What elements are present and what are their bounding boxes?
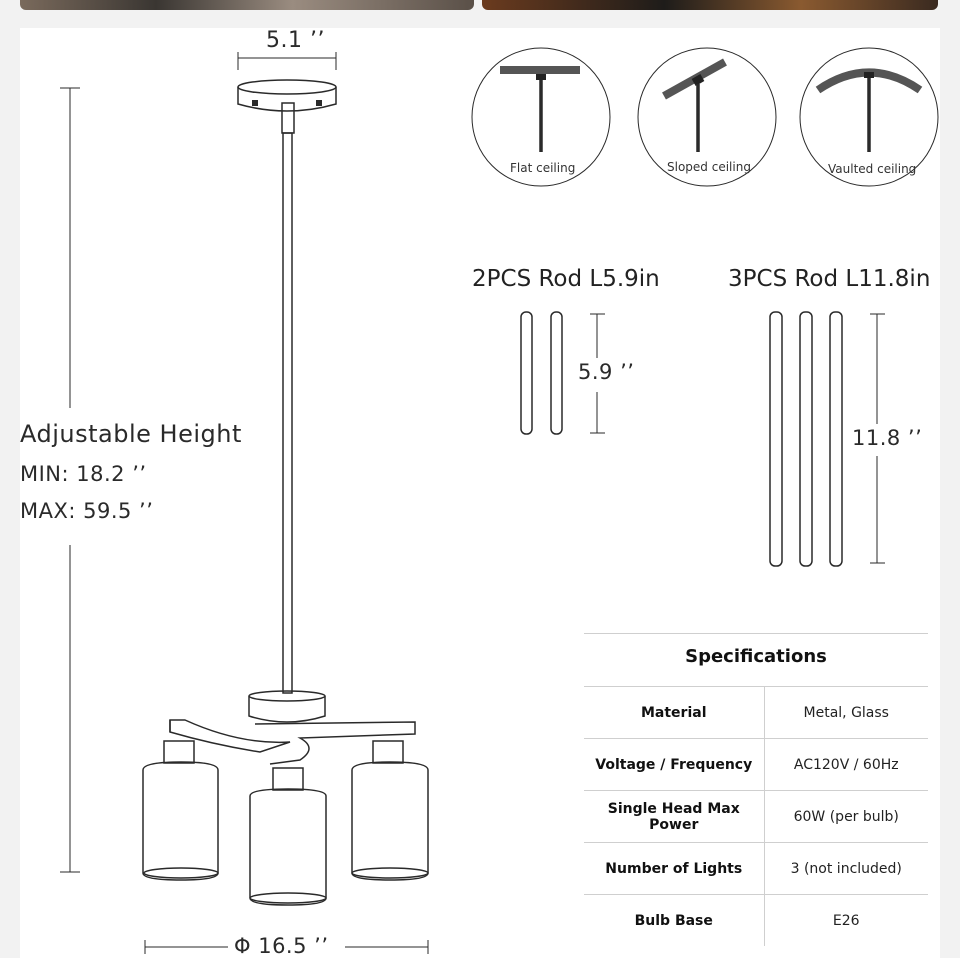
spec-key: Voltage / Frequency [584, 739, 764, 791]
short-rod-length-label: 5.9 ’’ [578, 360, 635, 384]
spec-value: 60W (per bulb) [764, 791, 928, 843]
canopy-width-label: 5.1 ’’ [266, 28, 325, 53]
specifications-title: Specifications [685, 646, 827, 667]
sloped-ceiling-label: Sloped ceiling [667, 160, 751, 174]
vaulted-ceiling-label: Vaulted ceiling [828, 162, 917, 176]
flat-ceiling-label: Flat ceiling [510, 161, 576, 175]
long-rod-title: 3PCS Rod L11.8in [728, 266, 931, 292]
spec-row [584, 895, 928, 947]
spec-top-rule [584, 633, 928, 634]
spec-value: Metal, Glass [764, 687, 928, 739]
long-rod-length-label: 11.8 ’’ [852, 426, 923, 450]
short-rod-title: 2PCS Rod L5.9in [472, 266, 660, 292]
lamp-shade-right [352, 741, 428, 880]
lamp-shade-center [250, 768, 326, 905]
spec-row [584, 739, 928, 791]
spec-row [584, 843, 928, 895]
spec-key: Bulb Base [584, 895, 764, 947]
long-rods [770, 312, 842, 566]
ceiling-canopy [238, 80, 336, 133]
lamp-shade-left [143, 741, 218, 880]
spec-value: AC120V / 60Hz [764, 739, 928, 791]
diameter-label: Φ 16.5 ’’ [234, 934, 329, 958]
spec-key: Single Head Max Power [584, 791, 764, 843]
spec-row [584, 791, 928, 843]
spec-row [584, 687, 928, 739]
fixture-body [170, 691, 415, 764]
spec-value: E26 [764, 895, 928, 947]
short-rods [521, 312, 562, 434]
spec-key: Number of Lights [584, 843, 764, 895]
down-rod [283, 133, 292, 693]
height-max-label: MAX: 59.5 ’’ [20, 499, 154, 523]
spec-value: 3 (not included) [764, 843, 928, 895]
spec-key: Material [584, 687, 764, 739]
adjustable-height-label: Adjustable Height [20, 420, 242, 448]
specifications-table [584, 686, 928, 946]
height-min-label: MIN: 18.2 ’’ [20, 462, 147, 486]
